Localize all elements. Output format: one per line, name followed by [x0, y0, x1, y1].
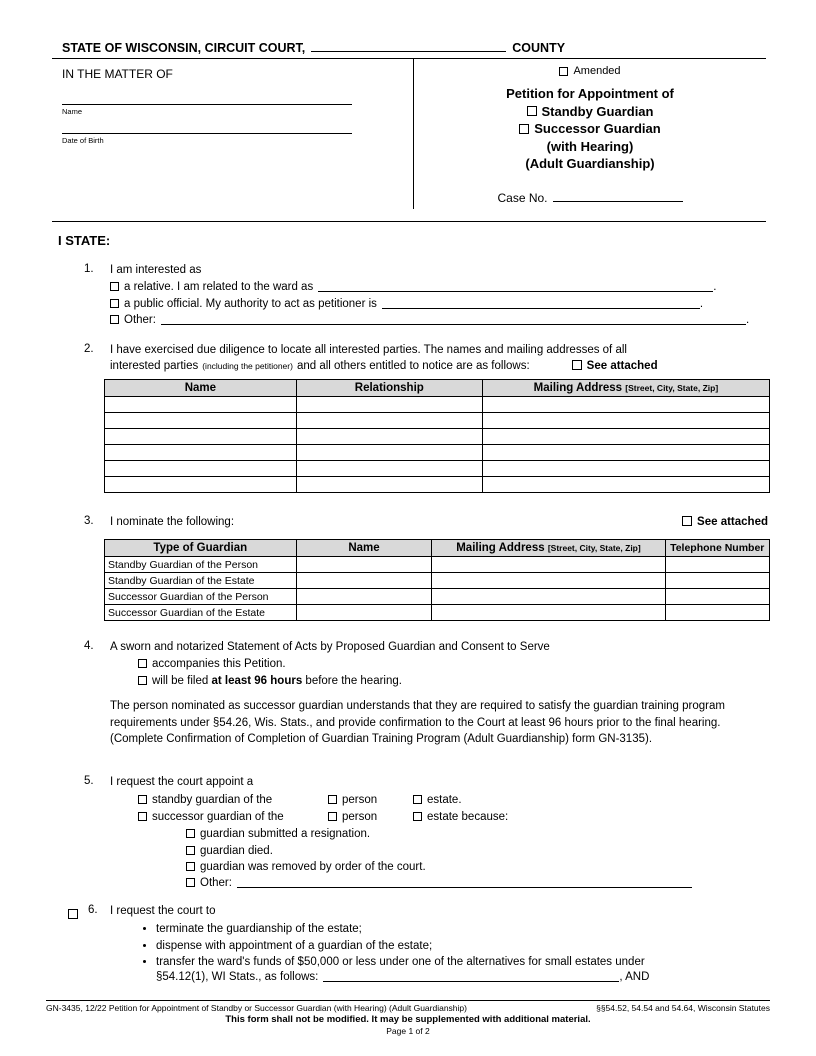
- standby-estate-option: [413, 793, 462, 807]
- item-6-bullet-2: • dispense with appointment of a guardian of the estate;: [156, 939, 775, 953]
- successor-guardian-row: [422, 120, 758, 138]
- cell-relationship[interactable]: [296, 477, 482, 493]
- col-nominee-address-label: Mailing Address: [456, 542, 545, 554]
- amended-checkbox[interactable]: [559, 67, 568, 76]
- interested-parties-table: [104, 379, 770, 493]
- col-mailing-address-note: [Street, City, State, Zip]: [625, 383, 719, 393]
- cell-address[interactable]: [482, 461, 769, 477]
- item-6-bullet-3-line-2-post: , AND: [619, 970, 650, 983]
- standby-person-label: person: [342, 794, 378, 807]
- cell-address[interactable]: [482, 477, 769, 493]
- standby-estate-checkbox[interactable]: [413, 795, 422, 804]
- col-relationship: Relationship: [296, 380, 482, 397]
- cell-name[interactable]: [105, 477, 297, 493]
- other-blank-line[interactable]: [161, 313, 746, 325]
- item-6-text: I request the court to: [110, 905, 216, 917]
- standby-person-option: [328, 793, 413, 807]
- table-row[interactable]: [105, 413, 770, 429]
- item-5-other-blank-line[interactable]: [237, 876, 692, 888]
- item-1-text: I am interested as: [110, 264, 202, 276]
- form-title-block: [422, 85, 758, 173]
- cell-phone[interactable]: [665, 605, 770, 621]
- cell-name[interactable]: [296, 557, 432, 573]
- standby-estate-label: estate.: [427, 794, 462, 807]
- cell-name[interactable]: [296, 573, 432, 589]
- other-checkbox[interactable]: [110, 315, 119, 324]
- footer-page-number: Page 1 of 2: [386, 1026, 430, 1036]
- item-5-sub-2: [186, 844, 770, 858]
- in-the-matter-of-label: IN THE MATTER OF: [62, 67, 173, 81]
- date-of-birth-label: Date of Birth: [62, 136, 104, 145]
- item-6-bullet-list: [138, 922, 775, 984]
- col-nominee-address: [432, 540, 665, 557]
- guardian-resigned-checkbox[interactable]: [186, 829, 195, 838]
- relative-checkbox[interactable]: [110, 282, 119, 291]
- item-5-number: 5.: [84, 775, 94, 787]
- guardian-removed-label: guardian was removed by order of the court.: [200, 860, 426, 873]
- successor-estate-label: estate because:: [427, 810, 509, 823]
- table-row[interactable]: [105, 461, 770, 477]
- item-6-number: 6.: [88, 904, 98, 916]
- row-label: Standby Guardian of the Estate: [105, 573, 297, 589]
- cell-relationship[interactable]: [296, 429, 482, 445]
- standby-person-checkbox[interactable]: [328, 795, 337, 804]
- standby-option: [138, 793, 328, 807]
- successor-estate-checkbox[interactable]: [413, 812, 422, 821]
- cell-name[interactable]: [105, 461, 297, 477]
- cell-relationship[interactable]: [296, 461, 482, 477]
- item-4-text: A sworn and notarized Statement of Acts by Proposed Guardian and Consent to Serve: [110, 641, 550, 653]
- item-1-number: 1.: [84, 263, 94, 275]
- table-row[interactable]: [105, 397, 770, 413]
- col-nominee-address-note: [Street, City, State, Zip]: [547, 543, 641, 553]
- cell-name[interactable]: [105, 413, 297, 429]
- relative-blank-line[interactable]: [318, 280, 713, 292]
- dob-blank-line[interactable]: [62, 132, 352, 134]
- cell-address[interactable]: [432, 573, 665, 589]
- standby-guardian-checkbox[interactable]: [527, 106, 537, 116]
- item-2-line-2-part-a: interested parties: [110, 360, 199, 373]
- caption-right-column: [414, 59, 766, 209]
- see-attached-checkbox-3[interactable]: [682, 516, 692, 526]
- cell-address[interactable]: [482, 413, 769, 429]
- standby-guardian-of-checkbox[interactable]: [138, 795, 147, 804]
- col-mailing-address-label: Mailing Address: [533, 382, 623, 394]
- item-5-row-standby: [138, 793, 770, 807]
- item-4-number: 4.: [84, 640, 94, 652]
- will-be-filed-pre: will be filed: [152, 674, 209, 687]
- successor-estate-option: [413, 810, 508, 824]
- amended-row: [422, 65, 758, 77]
- item-6: [110, 904, 775, 986]
- item-5: [110, 775, 770, 891]
- public-official-checkbox[interactable]: [110, 299, 119, 308]
- cell-address[interactable]: [482, 429, 769, 445]
- cell-name[interactable]: [296, 589, 432, 605]
- item-2-line-1: I have exercised due diligence to locate all interested parties. The names and mailing addresses of all: [110, 344, 627, 356]
- standby-guardian-row: [422, 103, 758, 121]
- item-1: [110, 263, 770, 328]
- row-label: Successor Guardian of the Person: [105, 589, 297, 605]
- item-6-bullet-3-line-1: transfer the ward's funds of $50,000 or less under one of the alternatives for small estates under: [156, 956, 645, 969]
- item-2-see-attached: [572, 359, 658, 373]
- table-row[interactable]: [105, 605, 770, 621]
- item-5-sub-1: [186, 827, 770, 841]
- i-state-heading: I STATE:: [58, 233, 111, 248]
- page-footer: [46, 1000, 770, 1036]
- successor-guardian-of-checkbox[interactable]: [138, 812, 147, 821]
- footer-top-row: [46, 1003, 770, 1013]
- form-title-line-3: Successor Guardian: [534, 121, 661, 137]
- name-blank-line[interactable]: [62, 103, 352, 105]
- footer-rule: [46, 1000, 770, 1001]
- item-6-checkbox[interactable]: [68, 909, 78, 919]
- cell-address[interactable]: [482, 445, 769, 461]
- table-row[interactable]: [105, 589, 770, 605]
- item-6-bullet-1: • terminate the guardianship of the estate;: [156, 922, 775, 936]
- see-attached-label-2: See attached: [586, 360, 658, 373]
- cell-phone[interactable]: [665, 573, 770, 589]
- successor-guardian-of-label: successor guardian of the: [152, 810, 284, 823]
- item-5-text: I request the court appoint a: [110, 776, 254, 788]
- form-title-line-5: (Adult Guardianship): [525, 156, 655, 172]
- col-mailing-address: [482, 380, 769, 397]
- case-number-row: [422, 189, 758, 205]
- successor-person-label: person: [342, 810, 378, 823]
- item-3-see-attached: [682, 515, 768, 529]
- item-6-bullet-3: [156, 955, 775, 984]
- cell-address[interactable]: [432, 605, 665, 621]
- other-label: Other:: [124, 314, 156, 327]
- item-2-line-2-part-b: and all others entitled to notice are as follows:: [296, 360, 530, 373]
- item-5-sub-3: [186, 860, 770, 874]
- see-attached-label-3: See attached: [697, 516, 768, 528]
- item-6-bullet-3-line-2-pre: §54.12(1), WI Stats., as follows:: [156, 970, 319, 983]
- col-nominee-name: Name: [296, 540, 432, 557]
- state-court-label: STATE OF WISCONSIN, CIRCUIT COURT,: [62, 41, 306, 55]
- caption-left-column: [52, 59, 414, 209]
- item-1-option-relative: a relative. I am related to the ward as .: [110, 280, 770, 294]
- item-3-row: [110, 515, 770, 529]
- table-row[interactable]: [105, 557, 770, 573]
- guardian-died-label: guardian died.: [200, 844, 273, 857]
- item-4-option-accompanies: [138, 657, 770, 671]
- item-2-number: 2.: [84, 343, 94, 355]
- col-telephone: Telephone Number: [665, 540, 770, 557]
- col-name: Name: [105, 380, 297, 397]
- item-3-text: I nominate the following:: [110, 516, 235, 528]
- county-label: COUNTY: [512, 41, 566, 55]
- form-title-line-4: (with Hearing): [546, 138, 634, 154]
- case-no-label: Case No.: [497, 190, 548, 205]
- public-official-blank-line[interactable]: [382, 297, 700, 309]
- footer-statute-cite: §§54.52, 54.54 and 54.64, Wisconsin Statutes: [596, 1003, 770, 1013]
- relative-label: a relative. I am related to the ward as: [124, 281, 314, 294]
- item-4-option-will-be-filed: [138, 674, 770, 688]
- item-4: [110, 640, 770, 748]
- successor-person-checkbox[interactable]: [328, 812, 337, 821]
- guardian-resigned-label: guardian submitted a resignation.: [200, 828, 371, 841]
- item-2: [110, 343, 770, 374]
- item-2-parenthetical: (including the petitioner): [202, 361, 293, 372]
- table-row[interactable]: [105, 477, 770, 493]
- will-be-filed-checkbox[interactable]: [138, 676, 147, 685]
- standby-guardian-of-label: standby guardian of the: [152, 794, 273, 807]
- will-be-filed-bold: at least 96 hours: [211, 674, 303, 687]
- county-blank-line[interactable]: [311, 38, 506, 52]
- item-5-row-successor: [138, 810, 770, 824]
- footer-form-id: GN-3435, 12/22 Petition for Appointment of Standby or Successor Guardian (with Hearing) (Adult Guardianship): [46, 1003, 467, 1013]
- accompanies-checkbox[interactable]: [138, 659, 147, 668]
- item-2-line-2: [110, 359, 770, 373]
- successor-option: [138, 810, 328, 824]
- accompanies-label: accompanies this Petition.: [152, 658, 286, 671]
- table-row[interactable]: [105, 573, 770, 589]
- caption-bottom-rule: [52, 221, 766, 222]
- cell-name[interactable]: [105, 397, 297, 413]
- guardian-removed-checkbox[interactable]: [186, 862, 195, 871]
- item-6-checkbox-wrapper: [68, 905, 83, 923]
- form-title-line-1: Petition for Appointment of: [506, 86, 674, 101]
- cell-name[interactable]: [296, 605, 432, 621]
- nominations-table: [104, 539, 770, 621]
- item-4-paragraph: The person nominated as successor guardian understands that they are required to satisfy the guardian training program requirements under §54.26, Wis. Stats., and provide confirmation to the Court at least 96 hours prior to the final hearing. (Complete Confirmation of Completion of Guardian Training Program (Adult Guardianship) form GN-3135).: [110, 700, 725, 746]
- item-1-option-other: Other: .: [110, 313, 770, 327]
- amended-label: Amended: [573, 65, 621, 77]
- will-be-filed-post: before the hearing.: [305, 674, 402, 687]
- successor-person-option: [328, 810, 413, 824]
- cell-address[interactable]: [482, 397, 769, 413]
- cell-address[interactable]: [432, 589, 665, 605]
- case-caption: [52, 38, 766, 209]
- item-5-other-label: Other:: [200, 877, 232, 890]
- cell-phone[interactable]: [665, 557, 770, 573]
- guardian-died-checkbox[interactable]: [186, 846, 195, 855]
- row-label: Standby Guardian of the Person: [105, 557, 297, 573]
- item-3: [110, 515, 770, 529]
- table-header-row: [105, 380, 770, 397]
- cell-relationship[interactable]: [296, 413, 482, 429]
- public-official-label: a public official. My authority to act as petitioner is: [124, 297, 377, 310]
- cell-address[interactable]: [432, 557, 665, 573]
- cell-relationship[interactable]: [296, 397, 482, 413]
- table-header-row: [105, 540, 770, 557]
- row-label: Successor Guardian of the Estate: [105, 605, 297, 621]
- col-type-of-guardian: Type of Guardian: [105, 540, 297, 557]
- name-label: Name: [62, 107, 83, 116]
- case-no-blank-line[interactable]: [553, 189, 683, 202]
- form-title-line-2: Standby Guardian: [541, 103, 654, 119]
- cell-name[interactable]: [105, 445, 297, 461]
- item-5-sub-4: [186, 876, 770, 890]
- successor-guardian-checkbox[interactable]: [519, 124, 529, 134]
- item-1-option-public-official: a public official. My authority to act as petitioner is .: [110, 297, 770, 311]
- footer-notice: This form shall not be modified. It may be supplemented with additional material.: [225, 1014, 591, 1025]
- cell-phone[interactable]: [665, 589, 770, 605]
- table-row[interactable]: [105, 445, 770, 461]
- item-3-number: 3.: [84, 515, 94, 527]
- see-attached-checkbox-2[interactable]: [572, 360, 582, 370]
- item-5-other-checkbox[interactable]: [186, 878, 195, 887]
- cell-name[interactable]: [105, 429, 297, 445]
- item-6-blank-line[interactable]: [323, 970, 619, 982]
- caption-court-line: [52, 38, 766, 55]
- cell-relationship[interactable]: [296, 445, 482, 461]
- table-row[interactable]: [105, 429, 770, 445]
